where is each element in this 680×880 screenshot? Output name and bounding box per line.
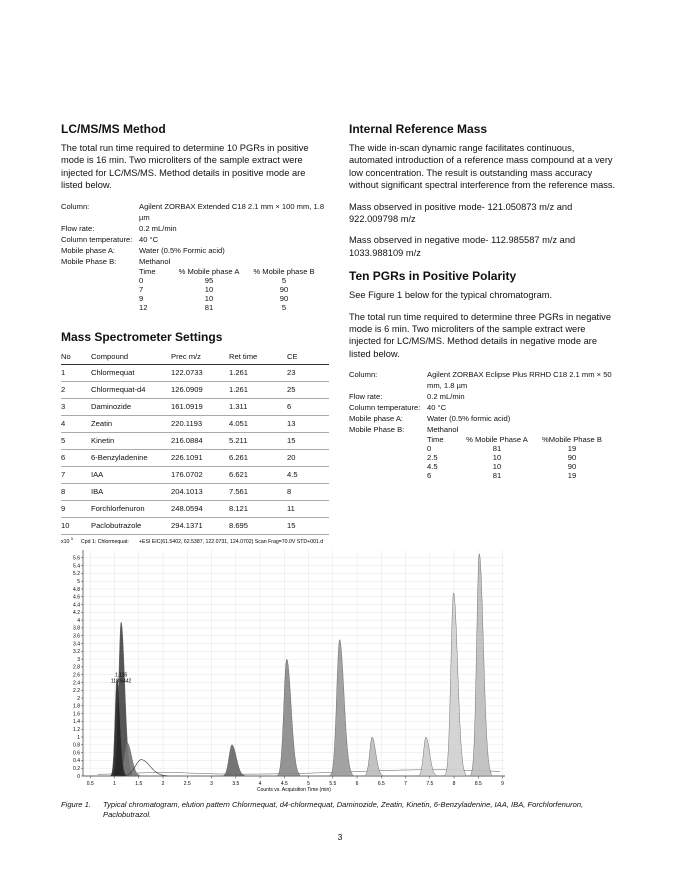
neg-params xyxy=(349,369,617,435)
param-row: Mobile phase A: Water (0.5% Formic acid) xyxy=(61,245,225,255)
y-tick-label: 0.6 xyxy=(73,750,80,757)
y-tick-label: 1 xyxy=(77,734,80,741)
neg-gradient-table xyxy=(427,435,617,480)
x-tick-label: 4 xyxy=(258,781,262,787)
y-tick-label: 3.8 xyxy=(73,625,80,632)
ms-cell: Paclobutrazole xyxy=(91,517,171,534)
y-tick-label: 3.6 xyxy=(73,633,80,640)
x-axis-label: Counts vs. Acquisition Time (min) xyxy=(257,787,331,793)
param-row: Mobile Phase B: Methanol xyxy=(349,425,459,435)
ms-cell: 6-Benzyladenine xyxy=(91,449,171,466)
param-row: Flow rate: 0.2 mL/min xyxy=(349,392,465,402)
y-tick-label: 3.2 xyxy=(73,649,80,656)
param-row: Mobile Phase B: Methanol xyxy=(61,256,171,266)
chromatogram-peak xyxy=(328,640,353,776)
left-column xyxy=(61,122,329,535)
ms-cell: 15 xyxy=(287,517,329,534)
method-heading: LC/MS/MS Method xyxy=(61,122,166,136)
x-tick-label: 3 xyxy=(210,781,213,787)
mass-positive: Mass observed in positive mode- 121.050873 m/z and 922.009798 m/z xyxy=(349,201,573,225)
y-tick-label: 2.8 xyxy=(73,664,80,671)
ms-table-row xyxy=(61,483,329,500)
ms-table-row xyxy=(61,449,329,466)
chromatogram-chart xyxy=(61,536,511,798)
ms-cell: 220.1193 xyxy=(171,415,229,432)
gradient-row: 7 10 90 xyxy=(139,284,289,294)
y-tick-label: 4.4 xyxy=(73,602,80,609)
method-paragraph: The total run time required to determine 10 PGRs in positive mode is 16 min. Two microliters of the sample extract were injected for LC/MS/MS. Method details in positive mode are listed below. xyxy=(61,143,309,191)
ms-cell: 15 xyxy=(287,432,329,449)
ms-cell: 1 xyxy=(61,364,91,381)
y-tick-label: 1.2 xyxy=(73,727,80,734)
ms-table-row xyxy=(61,466,329,483)
y-tick-label: 5.6 xyxy=(73,555,80,562)
chromatogram-peak xyxy=(416,737,437,776)
ms-cell: 4.5 xyxy=(287,466,329,483)
x-tick-label: 2 xyxy=(161,781,165,787)
ms-cell: Forchlorfenuron xyxy=(91,500,171,517)
ms-cell: 7 xyxy=(61,466,91,483)
peak-annotation-rt: 1.135 xyxy=(114,672,128,679)
ms-cell: 126.0909 xyxy=(171,381,229,398)
ms-cell: 226.1091 xyxy=(171,449,229,466)
y-tick-label: 0.4 xyxy=(73,758,80,765)
gradient-header: Time % Mobile Phase A %Mobile Phase B xyxy=(427,435,602,445)
chromatogram-figure xyxy=(61,536,511,798)
ms-cell: 10 xyxy=(61,517,91,534)
param-row: Column temperature: 40 °C xyxy=(349,403,447,413)
y-tick-label: 3 xyxy=(77,656,80,663)
ms-table-row xyxy=(61,364,329,381)
trace-label: Cpd 1: Chlormequat: xyxy=(81,539,129,545)
ms-cell: 11 xyxy=(287,500,329,517)
ms-cell: 1.261 xyxy=(229,364,287,381)
ms-cell: 6 xyxy=(61,449,91,466)
ten-pgrs-para2: The total run time required to determine three PGRs in negative mode is 6 min. Two microliters of the sample extract were injected for LC/MS/MS. Method details in negative mode are listed below. xyxy=(349,311,611,359)
y-tick-label: 0 xyxy=(77,773,80,780)
chromatogram-peak xyxy=(362,737,383,776)
y-tick-label: 3.4 xyxy=(73,641,80,648)
ms-cell: Kinetin xyxy=(91,432,171,449)
x-tick-label: 4.5 xyxy=(280,781,288,787)
ms-cell: 294.1371 xyxy=(171,517,229,534)
ten-pgrs-para1: See Figure 1 below for the typical chromatogram. xyxy=(349,290,553,301)
x-tick-label: 3.5 xyxy=(232,781,240,787)
gradient-row: 0 95 5 xyxy=(139,275,287,285)
ms-table-row xyxy=(61,415,329,432)
y-tick-label: 1.6 xyxy=(73,711,80,718)
ms-cell: 1.311 xyxy=(229,398,287,415)
y-tick-label: 2.6 xyxy=(73,672,80,679)
peak-annotation-area: 113.6442 xyxy=(110,678,132,685)
ms-cell: 8 xyxy=(287,483,329,500)
ms-cell: 20 xyxy=(287,449,329,466)
gradient-row: 9 10 90 xyxy=(139,293,289,303)
param-row: Column: Agilent ZORBAX Eclipse Plus RRHD C18 2.1 mm × 50 mm, 1.8 µm xyxy=(349,370,612,391)
ms-cell: 4.051 xyxy=(229,415,287,432)
ms-header-row: No Compound Prec m/z Ret time CE xyxy=(61,350,329,365)
chromatogram-peak xyxy=(469,554,492,776)
exponent-label: x10 xyxy=(61,539,70,545)
y-tick-label: 2.4 xyxy=(73,680,80,687)
ten-pgrs-heading: Ten PGRs in Positive Polarity xyxy=(349,269,517,284)
method-params xyxy=(61,201,329,267)
gradient-row: 2.5 10 90 xyxy=(427,453,577,463)
ms-cell: 23 xyxy=(287,364,329,381)
x-tick-label: 7 xyxy=(404,781,407,787)
irm-paragraph: The wide in-scan dynamic range facilitates continuous, automated introduction of a reference mass compound at a very low concentration. The result is outstanding mass accuracy without significant spectral interference from the reference mass. xyxy=(349,143,616,191)
ms-cell: 9 xyxy=(61,500,91,517)
ms-cell: Daminozide xyxy=(91,398,171,415)
y-tick-label: 4.8 xyxy=(73,586,80,593)
ms-cell: 6.621 xyxy=(229,466,287,483)
param-row: Mobile phase A: Water (0.5% formic acid) xyxy=(349,414,511,424)
caption-label: Figure 1. xyxy=(61,800,91,809)
ms-cell: 3 xyxy=(61,398,91,415)
x-tick-label: 8.5 xyxy=(474,781,482,787)
ms-table-row xyxy=(61,398,329,415)
chromatogram-peak xyxy=(275,659,300,776)
gradient-header: Time % Mobile phase A % Mobile phase B xyxy=(139,266,315,276)
x-tick-label: 6 xyxy=(355,781,359,787)
ms-cell: 248.0594 xyxy=(171,500,229,517)
y-tick-label: 5 xyxy=(77,578,80,585)
ms-cell: 6.261 xyxy=(229,449,287,466)
chart-title: +ESI EIC(61.5402, 62.5387, 122.0731, 124.0702) Scan Frag=70.0V STD+001.d xyxy=(139,539,324,545)
y-tick-label: 4 xyxy=(77,617,80,624)
x-tick-label: 1 xyxy=(113,781,116,787)
gradient-row: 6 81 19 xyxy=(427,471,577,481)
gradient-table xyxy=(139,267,329,312)
ms-heading: Mass Spectrometer Settings xyxy=(61,329,223,344)
param-row: Flow rate: 0.2 mL/min xyxy=(61,223,177,233)
ms-cell: 13 xyxy=(287,415,329,432)
y-tick-label: 5.4 xyxy=(73,563,80,570)
param-row: Column: Agilent ZORBAX Extended C18 2.1 mm × 100 mm, 1.8 µm xyxy=(61,201,325,222)
ms-cell: 122.0733 xyxy=(171,364,229,381)
ms-cell: 1.261 xyxy=(229,381,287,398)
ms-cell: 5.211 xyxy=(229,432,287,449)
ms-cell: 8 xyxy=(61,483,91,500)
exponent-power: 5 xyxy=(71,537,73,541)
y-tick-label: 2.2 xyxy=(73,688,80,695)
irm-heading: Internal Reference Mass xyxy=(349,122,488,136)
ms-cell: 6 xyxy=(287,398,329,415)
ms-table-row xyxy=(61,500,329,517)
ms-cell: Zeatin xyxy=(91,415,171,432)
x-tick-label: 6.5 xyxy=(377,781,385,787)
ms-cell: 8.695 xyxy=(229,517,287,534)
y-tick-label: 2 xyxy=(77,695,80,702)
y-tick-label: 0.8 xyxy=(73,742,80,749)
x-tick-label: 8 xyxy=(452,781,456,787)
y-tick-label: 0.2 xyxy=(73,766,80,773)
ms-cell: 161.0919 xyxy=(171,398,229,415)
right-column xyxy=(349,122,617,480)
y-tick-label: 1.8 xyxy=(73,703,80,710)
x-tick-label: 1.5 xyxy=(135,781,143,787)
y-tick-label: 5.2 xyxy=(73,571,80,578)
ms-cell: 7.561 xyxy=(229,483,287,500)
x-tick-label: 2.5 xyxy=(183,781,191,787)
x-tick-label: 5 xyxy=(307,781,310,787)
x-tick-label: 9 xyxy=(501,781,504,787)
gradient-row: 0 81 19 xyxy=(427,444,577,454)
ms-cell: 204.1013 xyxy=(171,483,229,500)
figure-caption xyxy=(61,800,621,820)
ms-cell: 4 xyxy=(61,415,91,432)
ms-cell: IAA xyxy=(91,466,171,483)
ms-cell: Chlormequat-d4 xyxy=(91,381,171,398)
ms-cell: Chlormequat xyxy=(91,364,171,381)
ms-table-row xyxy=(61,517,329,534)
ms-cell: 8.121 xyxy=(229,500,287,517)
y-tick-label: 4.2 xyxy=(73,610,80,617)
x-tick-label: 0.5 xyxy=(86,781,94,787)
mass-negative: Mass observed in negative mode- 112.985587 m/z and 1033.988109 m/z xyxy=(349,235,576,258)
gradient-row: 4.5 10 90 xyxy=(427,462,577,472)
ms-cell: 25 xyxy=(287,381,329,398)
y-tick-label: 4.6 xyxy=(73,594,80,601)
ms-cell: 216.0884 xyxy=(171,432,229,449)
ms-table-row xyxy=(61,432,329,449)
ms-cell: 176.0702 xyxy=(171,466,229,483)
page-number: 3 xyxy=(337,832,343,842)
ms-cell: IBA xyxy=(91,483,171,500)
ms-cell: 5 xyxy=(61,432,91,449)
ms-table-row xyxy=(61,381,329,398)
caption-text: Typical chromatogram, elution pattern Chlormequat, d4-chlormequat, Daminozide, Zeatin, Kinetin, 6-Benzyladenine, IAA, IBA, Forchlorfenuron, Paclobutrazol. xyxy=(103,800,584,819)
ms-settings-table xyxy=(61,350,329,535)
y-tick-label: 1.4 xyxy=(73,719,80,726)
x-tick-label: 7.5 xyxy=(426,781,434,787)
ms-cell: 2 xyxy=(61,381,91,398)
param-row: Column temperature: 40 °C xyxy=(61,234,159,244)
gradient-row: 12 81 5 xyxy=(139,302,287,312)
x-tick-label: 5.5 xyxy=(329,781,337,787)
